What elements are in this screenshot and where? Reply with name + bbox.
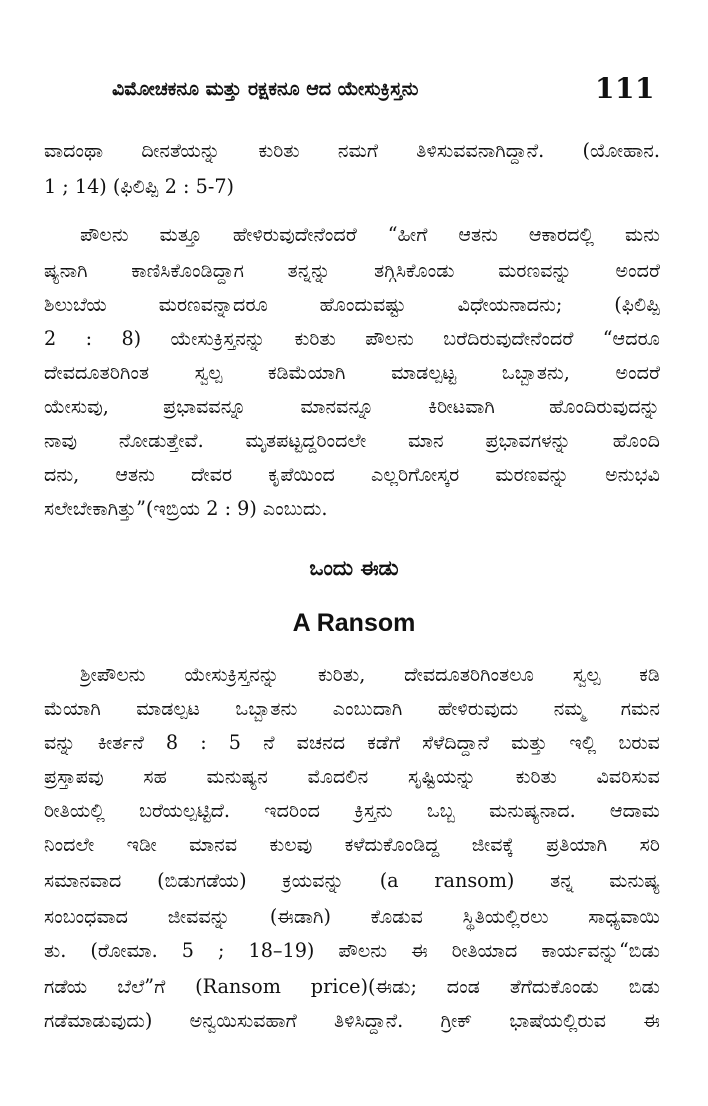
paragraph-2-line-8: ದನು, ಆತನು ದೇವರ ಕೃಪೆಯಿಂದ ಎಲ್ಲರಿಗೋಸ್ಕರ ಮರಣವನ್ನು ಅನುಭವಿ [44, 463, 660, 486]
paragraph-3-line-11: ಗಡೆಮಾಡುವುದು) ಅನ್ವಯಿಸುವಹಾಗೆ ತಿಳಿಸಿದ್ದಾನೆ. ಗ್ರೀಕ್ ಭಾಷೆಯಲ್ಲಿರುವ ಈ [44, 1009, 660, 1032]
page-number: 111 [595, 72, 655, 105]
paragraph-2-line-4: 2 : 8) ಯೇಸುಕ್ರಿಸ್ತನನ್ನು ಕುರಿತು ಪೌಲನು ಬರೆದಿರುವುದೇನೆಂದರೆ “ಆದರೂ [44, 327, 660, 350]
paragraph-3-line-8: ಸಂಬಂಧವಾದ ಜೀವವನ್ನು (ಈಡಾಗಿ) ಕೊಡುವ ಸ್ಥಿತಿಯಲ್ಲಿರಲು ಸಾಧ್ಯವಾಯಿ [44, 905, 660, 928]
paragraph-3-line-10: ಗಡೆಯ ಬೆಲೆ”ಗೆ (Ransom price)(ಈಡು; ದಂಡ ತೆಗೆದುಕೊಂಡು ಬಿಡು [44, 975, 660, 998]
paragraph-3-line-1: ಶ್ರೀಪೌಲನು ಯೇಸುಕ್ರಿಸ್ತನನ್ನು ಕುರಿತು, ದೇವದೂತರಿಗಿಂತಲೂ ಸ್ವಲ್ಪ ಕಡಿ [80, 663, 660, 686]
paragraph-1-line-1: ವಾದಂಥಾ ದೀನತೆಯನ್ನು ಕುರಿತು ನಮಗೆ ತಿಳಿಸುವವನಾಗಿದ್ದಾನೆ. (ಯೋಹಾನ. [44, 139, 660, 162]
paragraph-1-line-2: 1 ; 14) (ಫಿಲಿಪ್ಪಿ 2 : 5-7) [44, 175, 235, 198]
running-title: ವಿಮೋಚಕನೂ ಮತ್ತು ರಕ್ಷಕನೂ ಆದ ಯೇಸುಕ್ರಿಸ್ತನು [112, 78, 419, 100]
paragraph-3-line-6: ನಿಂದಲೇ ಇಡೀ ಮಾನವ ಕುಲವು ಕಳೆದುಕೊಂಡಿದ್ದ ಜೀವಕ್ಕೆ ಪ್ರತಿಯಾಗಿ ಸರಿ [44, 833, 660, 856]
paragraph-2-line-1: ಪೌಲನು ಮತ್ತೂ ಹೇಳಿರುವುದೇನೆಂದರೆ “ಹೀಗೆ ಆತನು ಆಕಾರದಲ್ಲಿ ಮನು [80, 223, 660, 246]
paragraph-3-line-3: ವನ್ನು ಕೀರ್ತನೆ 8 : 5 ನೆ ವಚನದ ಕಡೆಗೆ ಸೆಳೆದಿದ್ದಾನೆ ಮತ್ತು ಇಲ್ಲಿ ಬರುವ [44, 731, 660, 754]
paragraph-2-line-6: ಯೇಸುವು, ಪ್ರಭಾವವನ್ನೂ ಮಾನವನ್ನೂ ಕಿರೀಟವಾಗಿ ಹೊಂದಿರುವುದನ್ನು [44, 395, 660, 418]
paragraph-3-line-5: ರೀತಿಯಲ್ಲಿ ಬರೆಯಲ್ಪಟ್ಟಿದೆ. ಇದರಿಂದ ಕ್ರಿಸ್ತನು ಒಬ್ಬ ಮನುಷ್ಯನಾದ. ಆದಾಮ [44, 799, 660, 822]
paragraph-3-line-7: ಸಮಾನವಾದ (ಬಿಡುಗಡೆಯ) ಕ್ರಯವನ್ನು (a ransom) ತನ್ನ ಮನುಷ್ಯ [44, 869, 660, 892]
paragraph-3-line-2: ಮೆಯಾಗಿ ಮಾಡಲ್ಪಟ ಒಬ್ಬಾತನು ಎಂಬುದಾಗಿ ಹೇಳಿರುವುದು ನಮ್ಮ ಗಮನ [44, 697, 660, 720]
section-heading-english: A Ransom [292, 609, 416, 637]
paragraph-2-line-5: ದೇವದೂತರಿಗಿಂತ ಸ್ವಲ್ಪ ಕಡಿಮೆಯಾಗಿ ಮಾಡಲ್ಪಟ್ಟ ಒಬ್ಬಾತನು, ಅಂದರೆ [44, 361, 660, 384]
paragraph-2-line-2: ಷ್ಯನಾಗಿ ಕಾಣಿಸಿಕೊಂಡಿದ್ದಾಗ ತನ್ನನ್ನು ತಗ್ಗಿಸಿಕೊಂಡು ಮರಣವನ್ನು ಅಂದರೆ [44, 259, 660, 282]
paragraph-2-line-3: ಶಿಲುಬೆಯ ಮರಣವನ್ನಾದರೂ ಹೊಂದುವಷ್ಟು ವಿಧೇಯನಾದನು; (ಫಿಲಿಪ್ಪಿ [44, 293, 660, 316]
paragraph-3-line-4: ಪ್ರಸ್ತಾಪವು ಸಹ ಮನುಷ್ಯನ ಮೊದಲಿನ ಸೃಷ್ಟಿಯನ್ನು ಕುರಿತು ವಿವರಿಸುವ [44, 765, 660, 788]
section-heading-kannada: ಒಂದು ಈಡು [309, 555, 399, 580]
paragraph-2-line-9: ಸಲೇಬೇಕಾಗಿತ್ತು”(ಇಬ್ರಿಯ 2 : 9) ಎಂಬುದು. [44, 497, 328, 520]
paragraph-3-line-9: ತು. (ರೋಮಾ. 5 ; 18–19) ಪೌಲನು ಈ ರೀತಿಯಾದ ಕಾರ್ಯವನ್ನು“ಬಿಡು [44, 939, 660, 962]
paragraph-2-line-7: ನಾವು ನೋಡುತ್ತೇವೆ. ಮೃತಪಟ್ಟದ್ದರಿಂದಲೇ ಮಾನ ಪ್ರಭಾವಗಳನ್ನು ಹೊಂದಿ [44, 429, 660, 452]
running-head [112, 70, 657, 110]
